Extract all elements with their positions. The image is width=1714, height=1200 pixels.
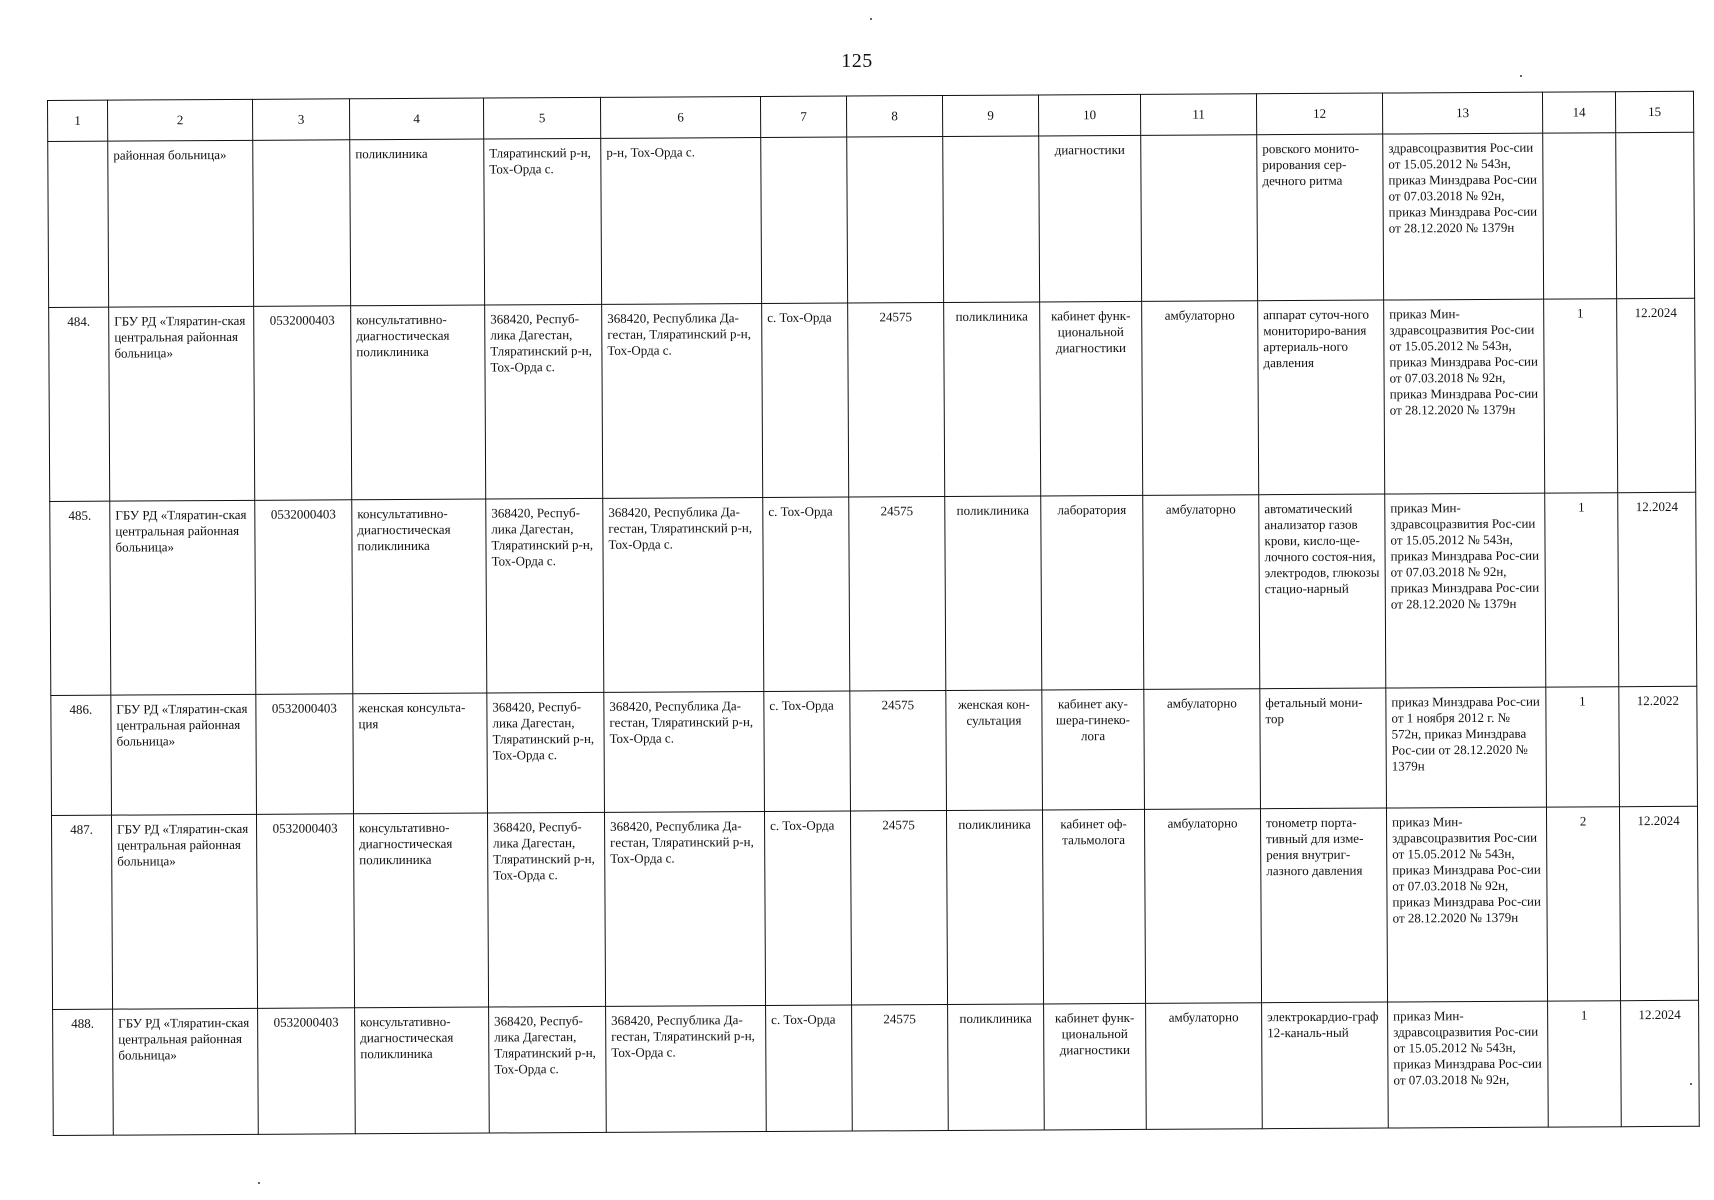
cell-quantity: 2 — [1546, 807, 1620, 1001]
scan-speck — [1520, 75, 1522, 77]
cell-quantity: 1 — [1544, 299, 1618, 493]
cell-actual-address: 368420, Республика Да-гестан, Тляратинский р-н, Тох-Орда с. — [602, 304, 763, 498]
cell-quantity — [1543, 133, 1617, 300]
table-row — [51, 807, 1698, 1010]
cell-facility-type: консультативно-диагностическая поликлиника — [352, 499, 487, 693]
table-row — [49, 299, 1696, 502]
cell-room: лаборатория — [1041, 495, 1144, 689]
column-header: 3 — [252, 99, 349, 141]
cell-room: диагностики — [1039, 135, 1142, 302]
cell-date: 12.2024 — [1617, 299, 1696, 493]
table-row — [51, 686, 1698, 816]
column-header: 10 — [1038, 94, 1140, 136]
cell-equipment: ровского монито-рирования сер-дечного ритма — [1257, 134, 1384, 301]
cell-legal-address: 368420, Респуб-лика Дагестан, Тляратинский р-н, Тох-Орда с. — [486, 498, 604, 692]
equipment-table — [47, 91, 1700, 1136]
column-header: 2 — [108, 99, 253, 141]
column-header: 15 — [1615, 91, 1693, 132]
table-row — [50, 492, 1697, 695]
cell-division — [943, 136, 1040, 303]
cell-settlement: с. Тох-Орда — [763, 497, 850, 691]
cell-care-conditions: амбулаторно — [1143, 495, 1260, 689]
page-number: 125 — [841, 50, 873, 72]
cell-division: поликлиника — [948, 1004, 1045, 1131]
cell-facility-type: поликлиника — [350, 139, 485, 306]
cell-date: 12.2024 — [1618, 492, 1697, 686]
cell-population: 24575 — [848, 303, 945, 497]
cell-division: поликлиника — [944, 302, 1041, 496]
cell-regulation: здравсоцразвития Рос-сии от 15.05.2012 № 543н, приказ Минздрава Рос-сии от 07.03.2018 № 92н, приказ Минздрава Рос-сии от 28.12.2020 № 1379н — [1383, 133, 1544, 300]
cell-organization: ГБУ РД «Тляратин-ская центральная районная больница» — [111, 694, 257, 816]
cell-organization: ГБУ РД «Тляратин-ская центральная районная больница» — [113, 1008, 259, 1135]
cell-care-conditions: амбулаторно — [1144, 688, 1261, 809]
cell-population: 24575 — [852, 1004, 949, 1131]
cell-code: 0532000403 — [255, 500, 353, 694]
cell-facility-type: консультативно-диагностическая поликлиника — [351, 305, 486, 499]
cell-row-number: 484. — [49, 308, 110, 502]
cell-code: 0532000403 — [254, 306, 352, 500]
cell-population: 24575 — [850, 690, 947, 811]
cell-settlement: с. Тох-Орда — [766, 1005, 853, 1132]
cell-facility-type: консультативно-диагностическая поликлиника — [353, 813, 488, 1007]
cell-room: кабинет функ-циональной диагностики — [1044, 1003, 1147, 1130]
scan-speck — [258, 1182, 260, 1184]
cell-actual-address: 368420, Республика Да-гестан, Тляратинский р-н, Тох-Орда с. — [604, 812, 765, 1006]
cell-equipment: фетальный мони-тор — [1260, 688, 1387, 809]
cell-division: женская кон-сультация — [946, 690, 1043, 811]
cell-population — [847, 136, 944, 303]
cell-actual-address: 368420, Республика Да-гестан, Тляратинский р-н, Тох-Орда с. — [606, 1005, 767, 1132]
cell-organization: ГБУ РД «Тляратин-ская центральная районная больница» — [111, 815, 257, 1009]
column-header: 14 — [1542, 92, 1615, 133]
cell-row-number: 486. — [51, 695, 112, 816]
cell-regulation: приказ Мин-здравсоцразвития Рос-сии от 15.05.2012 № 543н, приказ Минздрава Рос-сии от 07.03.2018 № 92н, приказ Минздрава Рос-сии от 28.12.2020 № 1379н — [1386, 807, 1547, 1001]
cell-division: поликлиника — [946, 810, 1043, 1004]
cell-actual-address: р-н, Тох-Орда с. — [601, 138, 762, 305]
column-header: 1 — [48, 100, 108, 141]
cell-row-number: 485. — [50, 501, 111, 695]
column-header: 5 — [483, 97, 600, 139]
cell-date: 12.2024 — [1621, 1000, 1700, 1127]
column-header: 11 — [1140, 94, 1256, 136]
cell-date: 12.2022 — [1619, 686, 1698, 807]
cell-legal-address: 368420, Респуб-лика Дагестан, Тляратинский р-н, Тох-Орда с. — [489, 1006, 607, 1133]
cell-actual-address: 368420, Республика Да-гестан, Тляратинский р-н, Тох-Орда с. — [604, 691, 765, 813]
cell-settlement: с. Тох-Орда — [764, 811, 851, 1005]
scan-speck — [1690, 1083, 1692, 1085]
cell-legal-address: 368420, Респуб-лика Дагестан, Тляратинский р-н, Тох-Орда с. — [485, 305, 603, 499]
column-header: 7 — [760, 96, 846, 137]
column-header: 8 — [846, 95, 942, 137]
cell-quantity: 1 — [1548, 1001, 1622, 1128]
cell-legal-address: 368420, Респуб-лика Дагестан, Тляратинский р-н, Тох-Орда с. — [487, 692, 605, 813]
cell-actual-address: 368420, Республика Да-гестан, Тляратинский р-н, Тох-Орда с. — [603, 497, 764, 691]
column-header: 9 — [942, 95, 1038, 137]
cell-regulation: приказ Минздрава Рос-сии от 1 ноября 2012 г. № 572н, приказ Минздрава Рос-сии от 28.12.2020 № 1379н — [1386, 687, 1547, 809]
cell-organization: ГБУ РД «Тляратин-ская центральная районная больница» — [109, 307, 255, 501]
cell-room: кабинет аку-шера-гинеко-лога — [1042, 689, 1145, 810]
column-header: 12 — [1256, 93, 1382, 135]
cell-equipment: аппарат суточ-ного мониториро-вания артериаль-ного давления — [1258, 300, 1385, 494]
column-header: 6 — [600, 97, 760, 139]
cell-settlement: с. Тох-Орда — [762, 303, 849, 497]
cell-row-number — [48, 141, 109, 308]
cell-organization: ГБУ РД «Тляратин-ская центральная районная больница» — [110, 500, 256, 694]
table-row — [53, 1000, 1700, 1135]
cell-care-conditions: амбулаторно — [1144, 809, 1261, 1003]
cell-code: 0532000403 — [256, 693, 354, 814]
cell-legal-address: Тляратинский р-н, Тох-Орда с. — [484, 138, 602, 305]
cell-code: 0532000403 — [258, 1008, 356, 1135]
scan-speck — [870, 18, 872, 20]
cell-care-conditions: амбулаторно — [1146, 1003, 1263, 1130]
cell-row-number: 488. — [53, 1009, 114, 1136]
column-header: 13 — [1382, 92, 1542, 134]
column-header: 4 — [349, 98, 483, 140]
cell-population: 24575 — [849, 496, 946, 690]
cell-care-conditions: амбулаторно — [1142, 301, 1259, 495]
cell-regulation: приказ Мин-здравсоцразвития Рос-сии от 15.05.2012 № 543н, приказ Минздрава Рос-сии от 07.03.2018 № 92н, приказ Минздрава Рос-сии от 28.12.2020 № 1379н — [1384, 300, 1545, 494]
cell-code: 0532000403 — [256, 814, 354, 1008]
cell-date: 12.2024 — [1619, 807, 1698, 1001]
cell-quantity: 1 — [1546, 686, 1620, 807]
cell-regulation: приказ Мин-здравсоцразвития Рос-сии от 15.05.2012 № 543н, приказ Минздрава Рос-сии от 07.03.2018 № 92н, приказ Минздрава Рос-сии от 28.12.2020 № 1379н — [1385, 493, 1546, 687]
cell-room: кабинет оф-тальмолога — [1042, 810, 1145, 1004]
cell-settlement — [761, 137, 848, 304]
cell-facility-type: консультативно-диагностическая поликлиника — [355, 1007, 490, 1134]
cell-quantity: 1 — [1545, 493, 1619, 687]
cell-population: 24575 — [850, 811, 947, 1005]
cell-equipment: электрокардио-граф 12-каналь-ный — [1262, 1002, 1389, 1129]
cell-room: кабинет функ-циональной диагностики — [1040, 302, 1143, 496]
table-row-continuation — [48, 132, 1695, 308]
cell-organization: районная больница» — [108, 140, 254, 307]
cell-equipment: автоматический анализатор газов крови, кисло-ще-лочного состоя-ния, электродов, глюкозы стацио-нарный — [1259, 494, 1386, 688]
cell-code — [253, 140, 351, 307]
cell-care-conditions — [1141, 135, 1258, 302]
cell-facility-type: женская консульта-ция — [353, 693, 488, 814]
cell-equipment: тонометр порта-тивный для изме-рения внутриг-лазного давления — [1260, 808, 1387, 1002]
cell-division: поликлиника — [945, 496, 1042, 690]
cell-date — [1616, 132, 1695, 299]
cell-legal-address: 368420, Респуб-лика Дагестан, Тляратинский р-н, Тох-Орда с. — [487, 813, 605, 1007]
cell-row-number: 487. — [51, 815, 112, 1009]
cell-settlement: с. Тох-Орда — [764, 691, 851, 812]
cell-regulation: приказ Мин-здравсоцразвития Рос-сии от 15.05.2012 № 543н, приказ Минздрава Рос-сии от 07.03.2018 № 92н, — [1388, 1001, 1549, 1128]
